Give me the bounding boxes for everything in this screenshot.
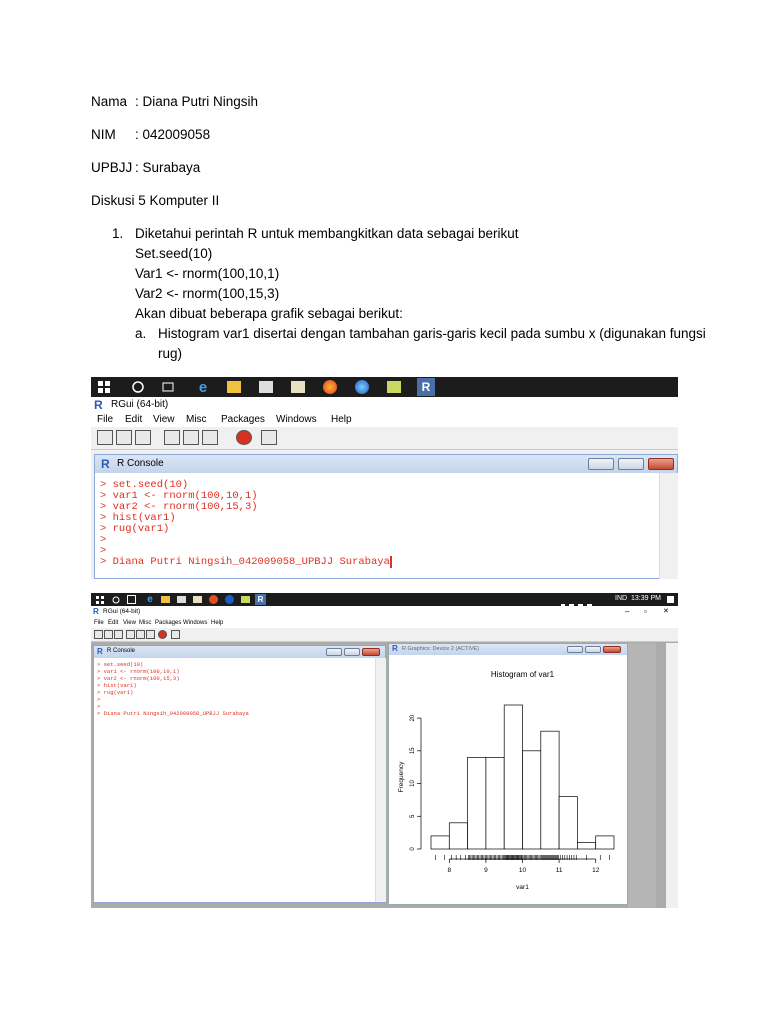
file-explorer-icon[interactable]	[161, 596, 170, 603]
x-tick-label: 12	[592, 867, 600, 874]
nim-row	[91, 127, 210, 142]
windows-start-icon[interactable]	[97, 380, 111, 394]
task-view-icon[interactable]	[127, 595, 136, 604]
mail-icon[interactable]	[259, 381, 273, 393]
minimize-button[interactable]	[326, 648, 342, 656]
console-line: > hist(var1)	[97, 682, 137, 689]
save-workspace-button[interactable]	[114, 630, 123, 639]
close-button[interactable]	[362, 648, 380, 656]
graphics-restore-button[interactable]	[585, 646, 601, 653]
rgui-toolbar	[91, 427, 678, 450]
upbjj-row	[91, 160, 200, 175]
menu-file[interactable]: File	[94, 620, 104, 626]
upbjj-value: : Surabaya	[135, 160, 201, 175]
sub-letter: a.	[135, 326, 147, 341]
r-graphics-window	[388, 643, 628, 905]
course-title: Diskusi 5 Komputer II	[91, 193, 220, 208]
menu-misc[interactable]: Misc	[139, 620, 152, 626]
app-close-button[interactable]: ✕	[663, 608, 669, 615]
console-line: > rug(var1)	[100, 523, 170, 535]
histogram-bar	[449, 823, 467, 849]
rgui-window-title: RGui (64-bit)	[111, 399, 169, 410]
name-label: Nama	[91, 94, 128, 109]
nim-value: : 042009058	[135, 127, 211, 142]
stop-button[interactable]	[158, 630, 167, 639]
code-line-2: Var1 <- rnorm(100,10,1)	[135, 266, 280, 281]
menu-packages[interactable]: Packages	[221, 414, 265, 425]
app-minimize-button[interactable]: –	[625, 607, 630, 616]
taskbar	[91, 377, 678, 397]
search-circle-icon[interactable]	[111, 595, 120, 604]
edge-icon[interactable]: e	[147, 594, 153, 605]
menu-windows[interactable]: Windows	[183, 620, 208, 626]
task-view-icon[interactable]	[161, 380, 175, 394]
file-explorer-icon[interactable]	[227, 381, 241, 393]
histogram-bar	[468, 757, 486, 849]
y-tick-label: 15	[410, 747, 416, 755]
question-follow: Akan dibuat beberapa grafik sebagai berikut:	[135, 306, 403, 321]
y-axis-label: Frequency	[398, 761, 405, 793]
print-button[interactable]	[171, 630, 180, 639]
rgui-window-title: RGui (64-bit)	[103, 608, 141, 615]
search-circle-icon[interactable]	[131, 380, 145, 394]
question-number: 1.	[112, 226, 124, 241]
chart-title: Histogram of var1	[490, 670, 555, 679]
notification-icon[interactable]	[667, 596, 674, 603]
histogram-bar	[559, 797, 577, 849]
console-line: >	[97, 703, 101, 710]
histogram-bar	[577, 842, 595, 849]
console-line: > set.seed(10)	[100, 479, 189, 491]
r-logo-icon: R	[94, 398, 103, 412]
tray-clock[interactable]: 13:39 PM	[631, 595, 661, 602]
x-tick-label: 11	[555, 867, 563, 874]
mdi-scrollbar[interactable]	[666, 643, 678, 908]
tray-icons[interactable]	[561, 596, 601, 603]
copy-button[interactable]	[126, 630, 135, 639]
menu-file[interactable]: File	[97, 414, 114, 425]
graphics-title: R Graphics: Device 2 (ACTIVE)	[402, 646, 480, 652]
mail-icon[interactable]	[177, 596, 186, 603]
notepad-icon[interactable]	[387, 381, 401, 393]
copy-paste-button[interactable]	[202, 430, 218, 445]
rgui-titlebar	[91, 606, 678, 618]
console-line: > var1 <- rnorm(100,10,1)	[97, 668, 180, 675]
app-globe-icon[interactable]	[355, 380, 369, 394]
histogram-bar	[596, 836, 614, 849]
save-workspace-button[interactable]	[135, 430, 151, 445]
rgui-toolbar	[91, 628, 678, 642]
print-button[interactable]	[261, 430, 277, 445]
r-logo-icon: R	[93, 607, 99, 616]
screenshot-rgui-histogram	[91, 593, 678, 908]
load-workspace-button[interactable]	[104, 630, 113, 639]
menu-view[interactable]: View	[153, 414, 175, 425]
r-taskbar-icon[interactable]: R	[255, 594, 266, 605]
open-script-button[interactable]	[94, 630, 103, 639]
firefox-icon[interactable]	[323, 380, 337, 394]
graphics-minimize-button[interactable]	[567, 646, 583, 653]
rgui-titlebar	[91, 397, 678, 413]
code-line-3: Var2 <- rnorm(100,15,3)	[135, 286, 280, 301]
rgui-menubar	[91, 618, 678, 628]
histogram-chart	[389, 655, 627, 904]
close-button[interactable]	[648, 458, 674, 470]
console-line: > Diana Putri Ningsih_042009058_UPBJJ Surabaya	[100, 556, 390, 568]
load-workspace-button[interactable]	[116, 430, 132, 445]
x-tick-label: 9	[484, 867, 488, 874]
paste-button[interactable]	[136, 630, 145, 639]
notepad-icon[interactable]	[241, 596, 250, 603]
console-scrollbar[interactable]	[659, 473, 678, 579]
console-line: >	[100, 545, 107, 557]
r-logo-icon: R	[392, 644, 398, 653]
app-restore-button[interactable]: ▫	[644, 607, 647, 616]
r-logo-icon: R	[97, 647, 103, 656]
y-tick-label: 20	[410, 714, 416, 722]
tray-language[interactable]: IND	[615, 595, 628, 602]
copy-paste-button[interactable]	[146, 630, 155, 639]
histogram-bar	[431, 836, 449, 849]
menu-view[interactable]: View	[123, 620, 136, 626]
restore-button[interactable]	[344, 648, 360, 656]
menu-edit[interactable]: Edit	[125, 414, 143, 425]
open-script-button[interactable]	[97, 430, 113, 445]
r-taskbar-icon[interactable]: R	[417, 378, 435, 396]
screenshot-rgui-console	[91, 377, 678, 579]
name-value: : Diana Putri Ningsih	[135, 94, 259, 109]
x-tick-label: 8	[447, 867, 452, 874]
copy-button[interactable]	[164, 430, 180, 445]
console-line: > var2 <- rnorm(100,15,3)	[97, 675, 180, 682]
y-tick-label: 10	[410, 780, 416, 787]
y-tick-label: 5	[410, 814, 416, 818]
console-line: > rug(var1)	[97, 689, 134, 696]
firefox-icon[interactable]	[209, 595, 218, 604]
r-console-titlebar	[94, 646, 385, 658]
console-line: >	[100, 534, 107, 546]
menu-help[interactable]: Help	[211, 620, 224, 626]
histogram-bar	[523, 751, 541, 849]
console-line: > set.seed(10)	[97, 661, 144, 668]
console-line: > Diana Putri Ningsih_042009058_UPBJJ Surabaya	[97, 710, 249, 717]
x-tick-label: 10	[518, 867, 527, 874]
x-axis-label: var1	[516, 884, 529, 891]
menu-misc[interactable]: Misc	[186, 414, 207, 425]
sub-text-2: rug)	[158, 346, 183, 361]
console-line: > hist(var1)	[100, 512, 176, 524]
graphics-close-button[interactable]	[603, 646, 621, 653]
histogram-bar	[486, 757, 504, 849]
graphics-titlebar	[389, 644, 627, 655]
console-line: > var2 <- rnorm(100,15,3)	[100, 501, 258, 513]
histogram-bar	[504, 705, 522, 849]
app-globe-icon[interactable]	[225, 595, 234, 604]
sub-text-1: Histogram var1 disertai dengan tambahan garis-garis kecil pada sumbu x (digunakan fungsi	[158, 326, 706, 341]
histogram-bar	[541, 731, 559, 849]
question-intro: Diketahui perintah R untuk membangkitkan data sebagai berikut	[135, 226, 519, 241]
stop-button[interactable]	[236, 430, 252, 445]
menu-packages[interactable]: Packages	[155, 620, 182, 626]
mdi-background	[628, 643, 656, 908]
taskbar	[91, 593, 678, 606]
r-console-title: R Console	[107, 648, 136, 654]
y-tick-label: 0	[410, 847, 416, 851]
rgui-menubar	[91, 413, 678, 427]
windows-start-icon[interactable]	[95, 595, 104, 604]
code-line-1: Set.seed(10)	[135, 246, 213, 261]
r-console-window	[94, 454, 678, 579]
menu-windows[interactable]: Windows	[276, 414, 317, 425]
r-console-title: R Console	[117, 458, 164, 469]
console-line: > var1 <- rnorm(100,10,1)	[100, 490, 258, 502]
store-icon[interactable]	[193, 596, 202, 603]
upbjj-label: UPBJJ	[91, 160, 133, 175]
console-line: >	[97, 696, 101, 703]
nim-label: NIM	[91, 127, 116, 142]
name-row	[91, 94, 258, 109]
r-console-window	[93, 645, 386, 903]
r-logo-icon: R	[101, 457, 110, 471]
console-scrollbar[interactable]	[375, 658, 386, 902]
paste-button[interactable]	[183, 430, 199, 445]
r-console-titlebar	[95, 455, 677, 473]
menu-help[interactable]: Help	[331, 414, 352, 425]
store-icon[interactable]	[291, 381, 305, 393]
minimize-button[interactable]	[588, 458, 614, 470]
menu-edit[interactable]: Edit	[108, 620, 119, 626]
restore-button[interactable]	[618, 458, 644, 470]
edge-icon[interactable]: e	[198, 378, 208, 396]
